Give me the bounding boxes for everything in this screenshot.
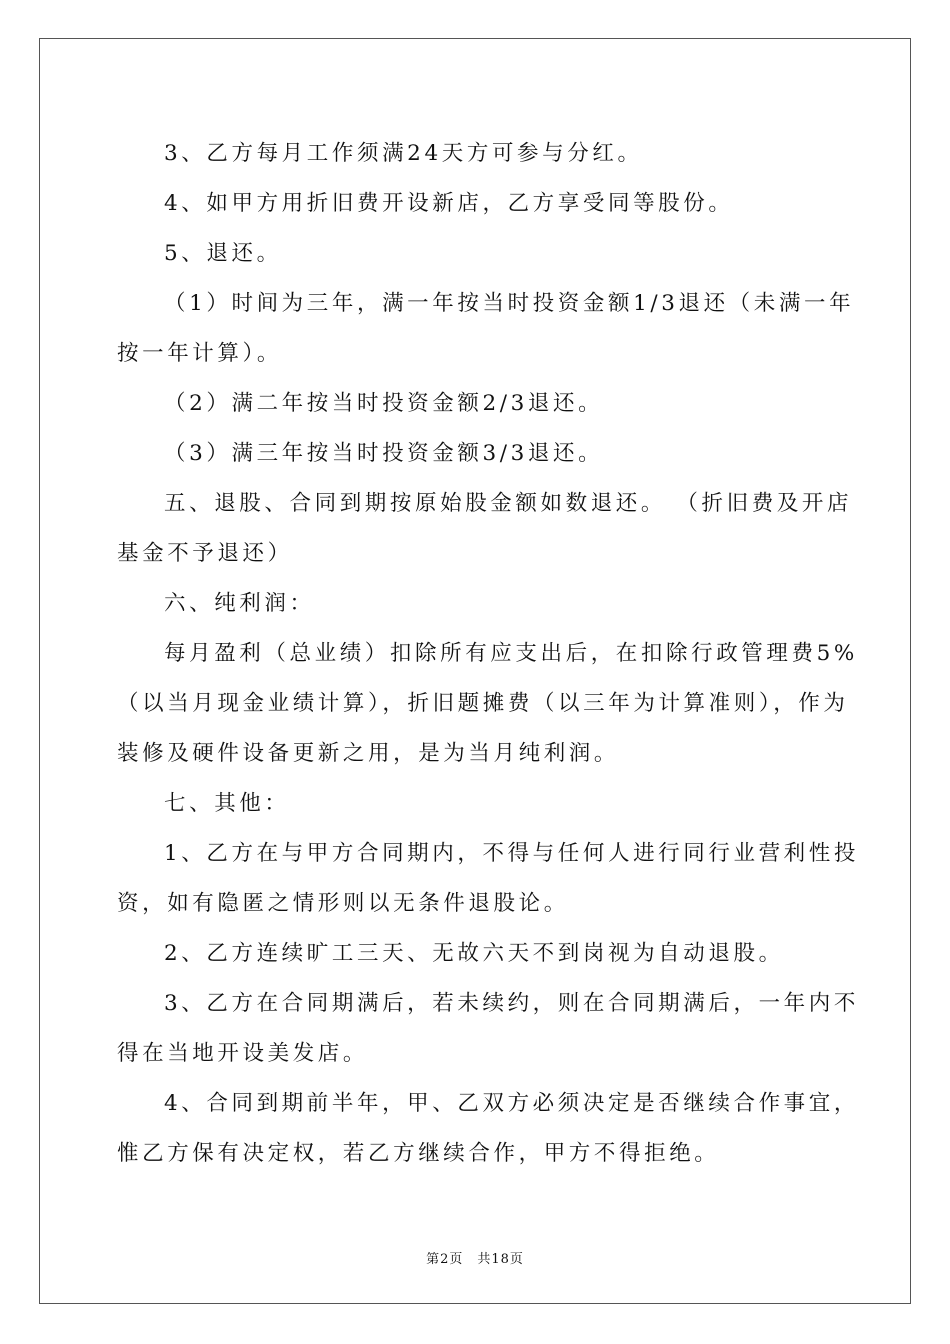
section-heading: 六、纯利润： [164,591,315,616]
text-line: 4、如甲方用折旧费开设新店，乙方享受同等股份。 [164,191,734,216]
text-line: 装修及硬件设备更新之用，是为当月纯利润。 [117,741,620,766]
text-line: （以当月现金业绩计算），折旧题摊费（以三年为计算准则），作为 [117,691,849,716]
text-line: （3）满三年按当时投资金额3/3退还。 [164,441,604,466]
text-line: 2、乙方连续旷工三天、无故六天不到岗视为自动退股。 [164,941,784,966]
page-footer [0,1248,950,1267]
text-line: 1、乙方在与甲方合同期内，不得与任何人进行同行业营利性投 [164,841,859,866]
text-line: 五、退股、合同到期按原始股金额如数退还。 （折旧费及开店 [164,491,853,516]
text-line: 按一年计算）。 [117,341,282,366]
text-line: 每月盈利（总业绩）扣除所有应支出后，在扣除行政管理费5% [164,641,858,666]
text-line: 4、合同到期前半年，甲、乙双方必须决定是否继续合作事宜， [164,1091,859,1116]
text-line: 3、乙方在合同期满后，若未续约，则在合同期满后，一年内不 [164,991,859,1016]
text-line: 资，如有隐匿之情形则以无条件退股论。 [117,891,569,916]
page-number: 第2页 [426,1252,464,1267]
text-line: 得在当地开设美发店。 [117,1041,369,1066]
text-line: （1）时间为三年，满一年按当时投资金额1/3退还（未满一年 [164,291,855,316]
text-line: 惟乙方保有决定权，若乙方继续合作，甲方不得拒绝。 [117,1141,720,1166]
text-line: 5、退还。 [164,241,282,266]
page-total: 共18页 [477,1252,524,1267]
text-line: （2）满二年按当时投资金额2/3退还。 [164,391,604,416]
text-line: 3、乙方每月工作须满24天方可参与分红。 [164,141,643,166]
section-heading: 七、其他： [164,791,290,816]
text-line: 基金不予退还） [117,541,293,566]
